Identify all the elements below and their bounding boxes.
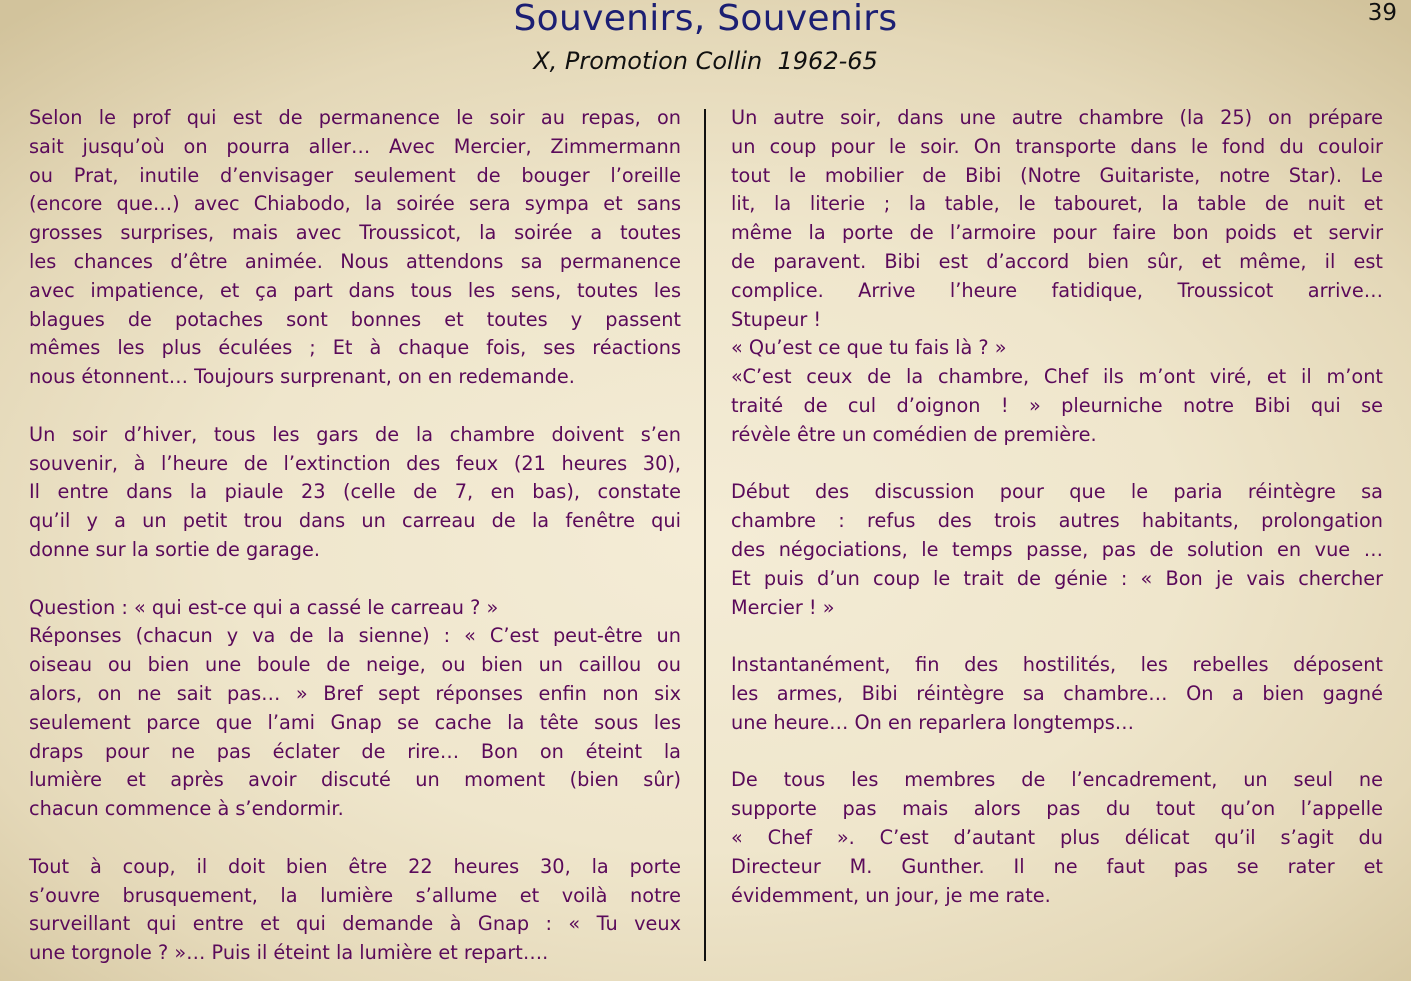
text-line: oiseau ou bien une boule de neige, ou bien un caillou ou bbox=[29, 653, 681, 677]
page-subtitle: X, Promotion Collin 1962-65 bbox=[533, 47, 878, 75]
left-column bbox=[29, 104, 681, 968]
text-line: s’ouvre brusquement, la lumière s’allume et voilà notre bbox=[29, 883, 681, 907]
text-line: Un autre soir, dans une autre chambre (la 25) on prépare bbox=[731, 106, 1383, 129]
text-line: « Qu’est ce que tu fais là ? » bbox=[731, 336, 1007, 360]
text-line: surveillant qui entre et qui demande à Gnap : « Tu veux bbox=[29, 912, 681, 936]
text-line: donne sur la sortie de garage. bbox=[29, 537, 321, 561]
text-line: même la porte de l’armoire pour faire bon poids et servir bbox=[731, 221, 1383, 245]
text-line: nous étonnent… Toujours surprenant, on en redemande. bbox=[29, 365, 575, 389]
text-line: évidemment, un jour, je me rate. bbox=[731, 883, 1051, 907]
text-line: Mercier ! » bbox=[731, 595, 835, 619]
text-line: sait jusqu’où on pourra aller… Avec Mercier, Zimmermann bbox=[29, 134, 681, 158]
text-line: lit, la literie ; la table, le tabouret, la table de nuit et bbox=[731, 192, 1383, 216]
text-line: traité de cul d’oignon ! » pleurniche notre Bibi qui se bbox=[731, 393, 1383, 417]
text-line: « Chef ». C’est d’autant plus délicat qu’il s’agit du bbox=[731, 825, 1383, 849]
paragraph bbox=[29, 853, 681, 968]
paragraph bbox=[731, 478, 1383, 622]
text-line: une heure… On en reparlera longtemps… bbox=[731, 710, 1135, 734]
text-line: Directeur M. Gunther. Il ne faut pas se rater et bbox=[731, 854, 1383, 878]
paragraph bbox=[29, 622, 681, 824]
text-line: les armes, Bibi réintègre sa chambre… On a bien gagné bbox=[731, 681, 1383, 705]
text-line: draps pour ne pas éclater de rire… Bon on éteint la bbox=[29, 739, 681, 763]
text-line: ou Prat, inutile d’envisager seulement de bouger l’oreille bbox=[29, 163, 681, 187]
text-line: (encore que…) avec Chiabodo, la soirée sera sympa et sans bbox=[29, 192, 681, 216]
text-line: des négociations, le temps passe, pas de solution en vue … bbox=[731, 537, 1383, 561]
text-line: De tous les membres de l’encadrement, un seul ne bbox=[731, 768, 1383, 792]
paragraph bbox=[731, 334, 1383, 363]
paragraph bbox=[29, 421, 681, 565]
text-line: qu’il y a un petit trou dans un carreau de la fenêtre qui bbox=[29, 509, 681, 533]
text-line: Tout à coup, il doit bien être 22 heures 30, la porte bbox=[29, 854, 681, 878]
text-line: une torgnole ? »… Puis il éteint la lumière et repart…. bbox=[29, 941, 549, 965]
text-line: Et puis d’un coup le trait de génie : « Bon je vais chercher bbox=[731, 566, 1383, 590]
text-line: seulement parce que l’ami Gnap se cache la tête sous les bbox=[29, 710, 681, 734]
text-line: Il entre dans la piaule 23 (celle de 7, en bas), constate bbox=[29, 480, 681, 504]
text-line: chambre : refus des trois autres habitants, prolongation bbox=[731, 509, 1383, 533]
text-line: blagues de potaches sont bonnes et toutes y passent bbox=[29, 307, 681, 331]
text-line: tout le mobilier de Bibi (Notre Guitariste, notre Star). Le bbox=[731, 163, 1383, 187]
paragraph bbox=[29, 594, 681, 623]
column-divider bbox=[704, 109, 706, 961]
text-line: alors, on ne sait pas… » Bref sept réponses enfin non six bbox=[29, 681, 681, 705]
paragraph bbox=[731, 363, 1383, 449]
page-title: Souvenirs, Souvenirs bbox=[513, 0, 898, 39]
text-line: Un soir d’hiver, tous les gars de la chambre doivent s’en bbox=[29, 422, 681, 446]
text-line: Instantanément, fin des hostilités, les rebelles déposent bbox=[731, 653, 1383, 677]
text-line: révèle être un comédien de première. bbox=[731, 422, 1097, 446]
page-number: 39 bbox=[1367, 0, 1397, 26]
text-line: chacun commence à s’endormir. bbox=[29, 797, 344, 821]
text-line: un coup pour le soir. On transporte dans le fond du couloir bbox=[731, 134, 1383, 158]
paragraph bbox=[731, 766, 1383, 910]
text-line: «C’est ceux de la chambre, Chef ils m’ont viré, et il m’ont bbox=[731, 365, 1383, 389]
text-line: supporte pas mais alors pas du tout qu’on l’appelle bbox=[731, 797, 1383, 821]
text-line: Selon le prof qui est de permanence le soir au repas, on bbox=[29, 106, 681, 129]
text-line: Question : « qui est-ce qui a cassé le carreau ? » bbox=[29, 595, 499, 619]
text-line: Début des discussion pour que le paria réintègre sa bbox=[731, 480, 1383, 504]
right-column bbox=[731, 104, 1383, 910]
text-line: Réponses (chacun y va de la sienne) : « C’est peut-être un bbox=[29, 624, 681, 648]
text-line: souvenir, à l’heure de l’extinction des feux (21 heures 30), bbox=[29, 451, 681, 475]
text-line: avec impatience, et ça part dans tous les sens, toutes les bbox=[29, 278, 681, 302]
text-line: de paravent. Bibi est d’accord bien sûr, et même, il est bbox=[731, 249, 1383, 273]
paragraph bbox=[731, 651, 1383, 737]
text-line: Stupeur ! bbox=[731, 307, 822, 331]
text-line: grosses surprises, mais avec Troussicot, la soirée a toutes bbox=[29, 221, 681, 245]
paragraph bbox=[29, 104, 681, 392]
text-line: mêmes les plus éculées ; Et à chaque fois, ses réactions bbox=[29, 336, 681, 360]
text-line: les chances d’être animée. Nous attendons sa permanence bbox=[29, 249, 681, 273]
text-line: complice. Arrive l’heure fatidique, Troussicot arrive… bbox=[731, 278, 1383, 302]
paragraph bbox=[731, 104, 1383, 334]
text-line: lumière et après avoir discuté un moment (bien sûr) bbox=[29, 768, 681, 792]
